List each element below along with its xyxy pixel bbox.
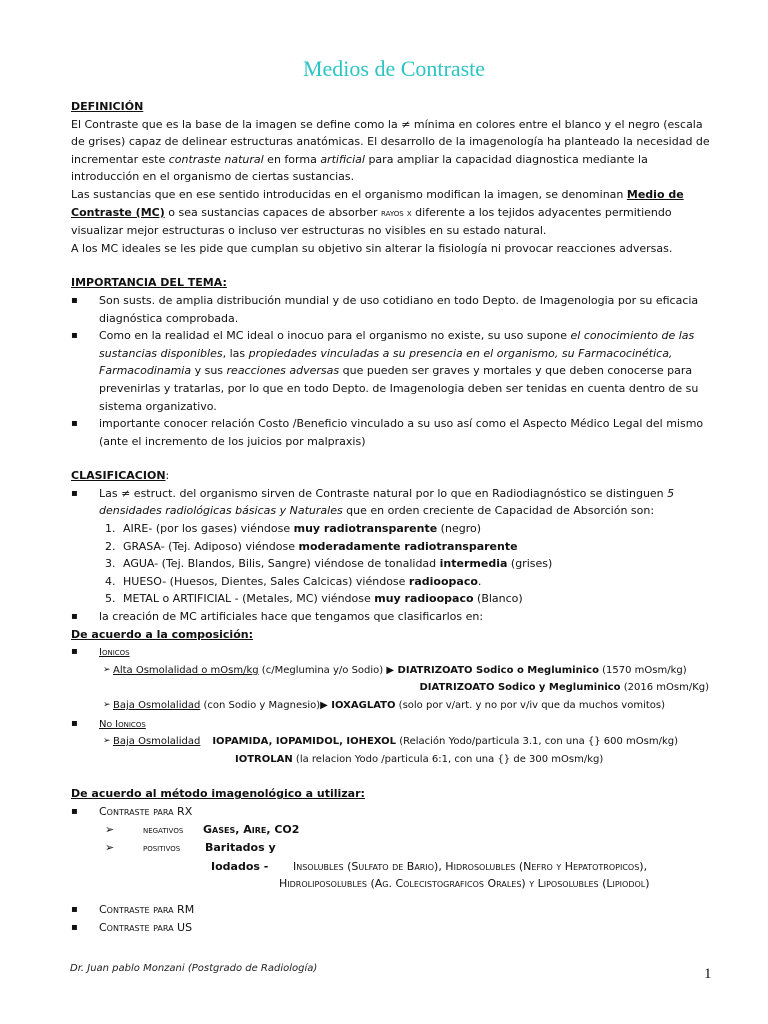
arrowhead-bullet-icon: ➢ bbox=[103, 700, 111, 710]
section-heading-composicion: De acuerdo a la composición: bbox=[71, 627, 253, 641]
text: GRASA- (Tej. Adiposo) viéndose bbox=[123, 539, 299, 553]
paragraph bbox=[71, 116, 711, 186]
text: Son susts. de amplia distribución mundial y de uso cotidiano en todo Depto. de Imagenologia por su eficacia diagnóstica comprobada. bbox=[99, 293, 699, 325]
text: Baritados y bbox=[205, 841, 276, 855]
sub-item-continuation bbox=[71, 858, 711, 876]
text: El Contraste que es la base de la imagen se define como la ≠ mínima en colores entre el blanco y el negro (escala de grises) capaz de delinear estructuras anatómicas. El desarrollo de la imagenología ha planteado la necesidad de incrementar este bbox=[71, 117, 710, 166]
text: Medio de Contraste (MC) bbox=[71, 187, 684, 219]
text: AGUA- (Tej. Blandos, Bilis, Sangre) viéndose de tonalidad bbox=[123, 557, 440, 571]
text: Baja Osmolalidad bbox=[113, 700, 201, 711]
list-item bbox=[71, 643, 711, 662]
text: diferente a los tejidos adyacentes permitiendo visualizar mejor estructuras o incluso ver estructuras no visibles en su estado natural. bbox=[71, 205, 672, 238]
text: muy radioopaco bbox=[374, 592, 474, 606]
bullet-list bbox=[71, 803, 711, 821]
page-title: Medios de Contraste bbox=[302, 56, 486, 81]
document-body bbox=[71, 98, 711, 936]
text: (Relación Yodo/particula 3.1, con una {} 600 mOsm/kg) bbox=[396, 736, 679, 748]
sub-item bbox=[71, 821, 711, 840]
sub-item-continuation bbox=[71, 679, 711, 697]
text: Contraste para RM bbox=[99, 902, 195, 916]
page-number: 1 bbox=[704, 966, 712, 982]
list-item bbox=[71, 327, 711, 415]
list-item bbox=[71, 901, 711, 919]
text: la creación de MC artificiales hace que tengamos que clasificarlos en: bbox=[99, 610, 484, 624]
bullet-list bbox=[71, 901, 711, 936]
text: 5 densidades radiológicas básicas y Naturales bbox=[99, 486, 675, 518]
text: AIRE- (por los gases) viéndose bbox=[123, 522, 294, 536]
text: artificial bbox=[320, 152, 365, 166]
text: importante conocer relación Costo /Beneficio vinculado a su uso así como el Aspecto Médico Legal del mismo (ante el incremento de los juicios por malpraxis) bbox=[99, 417, 704, 448]
text: intermedia bbox=[439, 557, 508, 571]
bullet-list bbox=[71, 715, 711, 734]
arrowhead-bullet-icon: ➢ bbox=[103, 664, 111, 675]
text: (solo por v/art. y no por v/iv que da muchos vomitos) bbox=[395, 700, 665, 711]
list-item bbox=[119, 555, 711, 573]
sub-item-continuation bbox=[71, 751, 711, 769]
sub-item bbox=[71, 733, 711, 751]
list-item bbox=[119, 520, 711, 538]
text: (con Sodio y Magnesio) bbox=[200, 700, 321, 711]
text: HUESO- (Huesos, Dientes, Sales Calcicas) viéndose bbox=[123, 574, 409, 588]
text: DIATRIZOATO Sodico o Megluminico bbox=[394, 664, 599, 676]
text: IOPAMIDA, IOPAMIDOL, IOHEXOL bbox=[212, 736, 397, 748]
text: (c/Meglumina y/o Sodio) bbox=[258, 664, 387, 676]
list-item bbox=[71, 608, 711, 626]
text: METAL o ARTIFICIAL - (Metales, MC) viéndose bbox=[123, 592, 375, 606]
arrowhead-bullet-icon: ➢ bbox=[103, 736, 111, 747]
list-item bbox=[71, 292, 711, 327]
section-heading-clasificacion bbox=[71, 467, 711, 485]
text: Insolubles (Sulfato de Bario), Hidrosolubles (Nefro y Hepatotropicos), bbox=[293, 859, 648, 873]
section-heading-metodo: De acuerdo al método imagenológico a utilizar: bbox=[71, 787, 365, 801]
text: contraste natural bbox=[168, 152, 264, 166]
bullet-list bbox=[71, 643, 711, 662]
text: Gases, Aire, CO2 bbox=[203, 822, 300, 836]
text: IOXAGLATO bbox=[327, 700, 396, 711]
bullet-list bbox=[71, 485, 711, 520]
bullet-list bbox=[71, 608, 711, 626]
text: , las bbox=[222, 346, 249, 360]
text: Las ≠ estruct. del organismo sirven de Contraste natural por lo que en Radiodiagnóstico se distinguen bbox=[99, 486, 668, 500]
text: positivos bbox=[143, 843, 181, 855]
numbered-list bbox=[71, 520, 711, 608]
list-item bbox=[119, 590, 711, 608]
arrowhead-bullet-icon: ➢ bbox=[105, 822, 115, 836]
text: moderadamente radiotransparente bbox=[298, 539, 518, 553]
list-item bbox=[71, 803, 711, 821]
text: : bbox=[165, 469, 170, 483]
text: (1570 mOsm/kg) bbox=[598, 664, 687, 676]
text: en forma bbox=[263, 152, 321, 166]
bullet-list bbox=[71, 292, 711, 450]
text: reacciones adversas bbox=[226, 364, 340, 378]
text: radioopaco bbox=[408, 574, 478, 588]
text: que pueden ser graves y mortales y que deben conocerse para prevenirlas y tratarlas, por lo que en todo Depto. de Imagenologia deben ser tenidas en cuenta dentro de su sistema organizativo. bbox=[99, 364, 699, 413]
list-item bbox=[119, 538, 711, 556]
text: Contraste para RX bbox=[99, 804, 193, 818]
text: Contraste para US bbox=[99, 920, 193, 934]
triangle-icon: ▶ bbox=[320, 700, 328, 711]
section-heading-definicion: DEFINICIÓN bbox=[71, 100, 144, 113]
list-item bbox=[71, 919, 711, 937]
text: (Blanco) bbox=[473, 592, 523, 606]
text: (2016 mOsm/Kg) bbox=[620, 682, 709, 694]
section-heading-importancia: IMPORTANCIA DEL TEMA: bbox=[71, 276, 227, 290]
text: . bbox=[477, 574, 482, 588]
text: Alta Osmolalidad o mOsm/kg bbox=[113, 664, 259, 676]
sub-item bbox=[71, 697, 711, 715]
text: el conocimiento de las sustancias disponibles bbox=[99, 329, 695, 360]
text: y sus bbox=[191, 364, 227, 378]
text: Las sustancias que en ese sentido introducidas en el organismo modifican la imagen, se denominan bbox=[71, 187, 627, 201]
text: IOTROLAN bbox=[235, 753, 293, 765]
text: negativos bbox=[143, 824, 184, 836]
paragraph bbox=[71, 186, 711, 240]
text: DIATRIZOATO Sodico y Megluminico bbox=[419, 682, 621, 694]
arrowhead-bullet-icon: ➢ bbox=[105, 841, 115, 855]
text: Iodados - bbox=[211, 859, 269, 873]
sub-item-continuation: Hidroliposolubles (Ag. Colecistograficos Orales) y Liposolubles (Lipiodol) bbox=[279, 877, 650, 891]
list-item bbox=[119, 573, 711, 591]
page-footer: Dr. Juan pablo Monzani (Postgrado de Radiología) bbox=[70, 963, 318, 974]
text: CLASIFICACION bbox=[71, 469, 166, 483]
triangle-icon: ▶ bbox=[386, 664, 395, 676]
text: Baja Osmolalidad bbox=[113, 736, 201, 748]
text: No Ionicos bbox=[99, 718, 146, 730]
sub-item bbox=[71, 839, 711, 858]
text: Como en la realidad el MC ideal o inocuo para el organismo no existe, su uso supone bbox=[99, 329, 571, 343]
list-item bbox=[71, 715, 711, 734]
paragraph: A los MC ideales se les pide que cumplan su objetivo sin alterar la fisiología ni provocar reacciones adversas. bbox=[71, 241, 673, 255]
sub-item bbox=[71, 662, 711, 680]
text: (grises) bbox=[507, 557, 553, 571]
text: (negro) bbox=[437, 522, 481, 536]
text: rayos x bbox=[381, 207, 412, 219]
text: (la relacion Yodo /particula 6:1, con una {} de 300 mOsm/kg) bbox=[292, 753, 604, 765]
text: que en orden creciente de Capacidad de Absorción son: bbox=[342, 504, 655, 518]
text: o sea sustancias capaces de absorber bbox=[164, 205, 382, 219]
text: propiedades vinculadas a su presencia en el organismo, su Farmacocinética, Farmacodinamia bbox=[99, 346, 673, 378]
list-item bbox=[71, 485, 711, 520]
text: muy radiotransparente bbox=[293, 522, 438, 536]
text: para ampliar la capacidad diagnostica mediante la introducción en el organismo de ciertas sustancias. bbox=[71, 152, 648, 184]
list-item bbox=[71, 415, 711, 450]
text: Ionicos bbox=[99, 647, 130, 659]
